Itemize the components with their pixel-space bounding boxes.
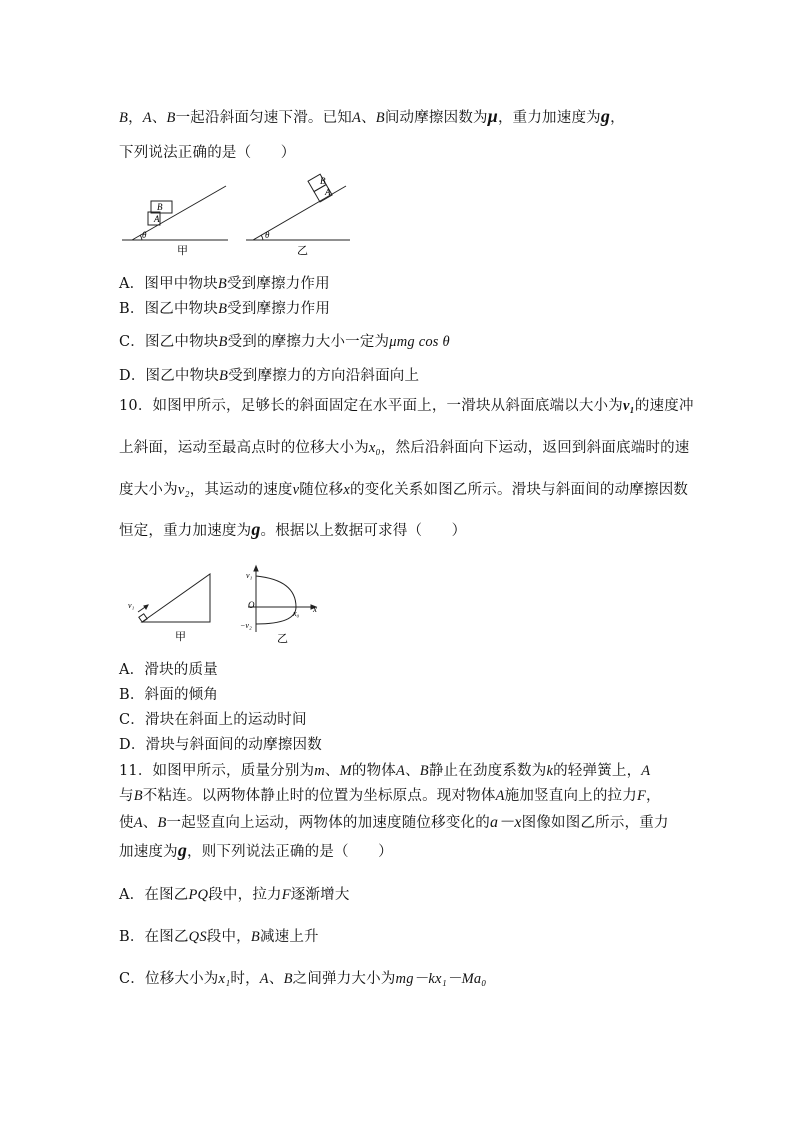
q10-x-axis: x <box>313 604 317 614</box>
q11-line-3: 使A、B一起竖直向上运动，两物体的加速度随位移变化的a－x图像如图乙所示，重力 <box>119 814 669 831</box>
q10-figure-yi <box>248 566 316 632</box>
q11-option-c: C．位移大小为x₁时，A、B之间弹力大小为mg－kx₁－Ma₀ <box>119 971 487 987</box>
q10-neg-v2-label: −v₂ <box>240 621 252 630</box>
q9-option-d: D．图乙中物块B受到摩擦力的方向沿斜面向上 <box>119 368 420 384</box>
q11-option-a: A．在图乙PQ段中，拉力F逐渐增大 <box>119 887 350 903</box>
q9-option-b: B．图乙中物块B受到摩擦力作用 <box>119 301 331 317</box>
q10-option-d: D．滑块与斜面间的动摩擦因数 <box>119 737 322 753</box>
q10-line-3: 度大小为v₂，其运动的速度v随位移x的变化关系如图乙所示。滑块与斜面间的动摩擦因数 <box>119 482 689 498</box>
q9-theta-jia: θ <box>142 230 147 240</box>
q9-label-b: B <box>157 202 163 212</box>
q10-label-yi: 乙 <box>277 633 288 645</box>
q11-line-2: 与B不粘连。以两物体静止时的位置为坐标原点。现对物体A施加竖直向上的拉力F， <box>119 788 661 804</box>
q9-label-yi: 乙 <box>297 245 308 257</box>
q10-option-c: C．滑块在斜面上的运动时间 <box>119 712 307 728</box>
q10-label-jia: 甲 <box>175 631 186 643</box>
q10-line-1: 10．如图甲所示，足够长的斜面固定在水平面上，一滑块从斜面底端以大小为v₁的速度冲 <box>119 398 694 414</box>
q9-label-b-yi: B <box>320 176 326 186</box>
q10-origin: O <box>248 600 255 610</box>
q10-x0-label: x₀ <box>293 609 300 618</box>
q10-line-2: 上斜面，运动至最高点时的位移大小为x₀，然后沿斜面向下运动，返回到斜面底端时的速 <box>119 440 690 456</box>
q9-line-1: B，A、B一起沿斜面匀速下滑。已知A、B间动摩擦因数为μ，重力加速度为g， <box>119 106 625 126</box>
q9-theta-yi: θ <box>265 230 270 240</box>
q10-figure-jia <box>138 574 210 622</box>
q10-option-b: B．斜面的倾角 <box>119 687 219 703</box>
q9-label-a-yi: A <box>325 187 331 197</box>
q9-figure <box>118 172 358 258</box>
q11-line-4: 加速度为g，则下列说法正确的是（ ） <box>119 840 393 860</box>
q11-line-1: 11．如图甲所示，质量分别为m、M的物体A、B静止在劲度系数为k的轻弹簧上，A <box>119 763 651 779</box>
q10-v1-label-jia: v₁ <box>128 601 135 610</box>
q10-figure <box>118 562 338 646</box>
q9-label-jia: 甲 <box>177 245 188 257</box>
q9-line-2: 下列说法正确的是（ ） <box>119 145 296 161</box>
q10-v1-label-yi: v₁ <box>246 571 253 580</box>
q9-figure-yi <box>246 174 350 240</box>
q10-line-4: 恒定，重力加速度为g。根据以上数据可求得（ ） <box>119 519 467 539</box>
q9-option-c: C．图乙中物块B受到的摩擦力大小一定为μmg cos θ <box>119 334 450 350</box>
q9-figure-jia <box>122 186 228 240</box>
q11-option-b: B．在图乙QS段中，B减速上升 <box>119 929 319 945</box>
q9-label-a: A <box>154 214 160 224</box>
q9-option-a: A．图甲中物块B受到摩擦力作用 <box>119 276 330 292</box>
q10-option-a: A．滑块的质量 <box>119 662 218 678</box>
